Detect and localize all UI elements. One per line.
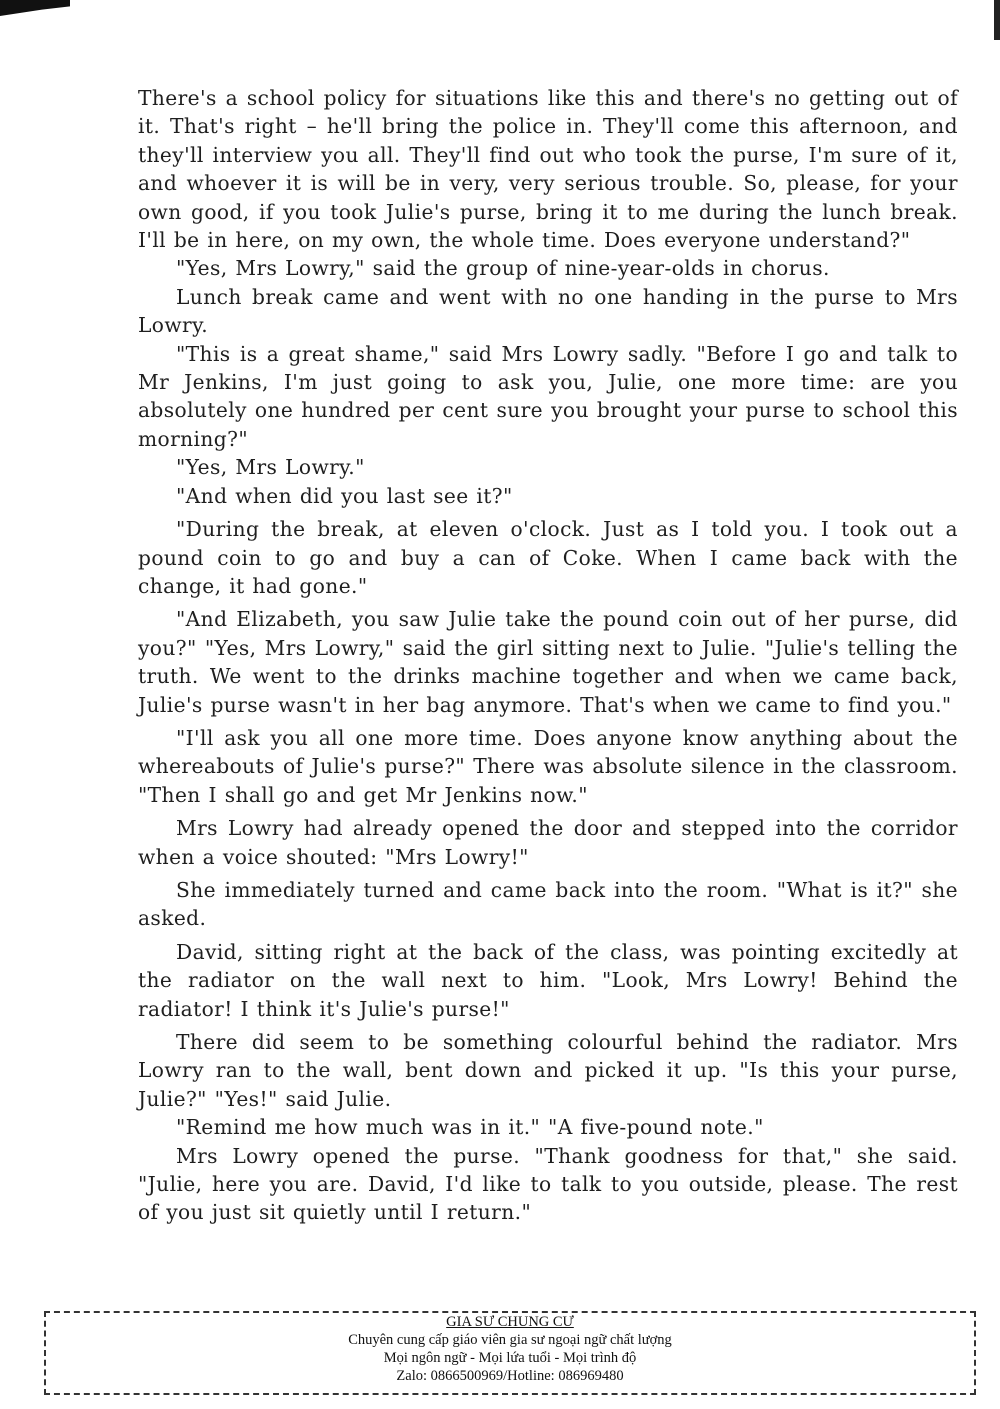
- paragraph: There's a school policy for situations like this and there's no getting out of it. That's right – he'll bring the police in. They'll come this afternoon, and they'll interview you all. They'll find out who took the purse, I'm sure of it, and whoever it is will be in very, very serious trouble. So, please, for your own good, if you took Julie's purse, bring it to me during the lunch break. I'll be in here, on my own, the whole time. Does everyone understand?": [138, 86, 958, 253]
- footer-advert: [44, 1311, 976, 1395]
- paragraph: "During the break, at eleven o'clock. Just as I told you. I took out a pound coin to go and buy a can of Coke. When I came back with the change, it had gone.": [138, 517, 958, 598]
- footer-subline: Mọi ngôn ngữ - Mọi lứa tuổi - Mọi trình độ: [383, 1350, 637, 1366]
- paragraph: "And Elizabeth, you saw Julie take the pound coin out of her purse, did you?" "Yes, Mrs Lowry," said the girl sitting next to Julie. "Julie's telling the truth. We went to the drinks machine together and when we came back, Julie's purse wasn't in her bag anymore. That's when we came to find you.": [138, 607, 958, 717]
- paragraph: "Yes, Mrs Lowry," said the group of nine-year-olds in chorus.: [176, 256, 830, 281]
- paragraph: David, sitting right at the back of the class, was pointing excitedly at the radiator on the wall next to him. "Look, Mrs Lowry! Behind the radiator! I think it's Julie's purse!": [138, 939, 958, 1021]
- paragraph: Mrs Lowry had already opened the door and stepped into the corridor when a voice shouted: "Mrs Lowry!": [138, 816, 958, 869]
- paragraph: Mrs Lowry opened the purse. "Thank goodness for that," she said. "Julie, here you are. David, I'd like to talk to you outside, please. The rest of you just sit quietly until I return.": [138, 1143, 958, 1225]
- footer-tagline: Chuyên cung cấp giáo viên gia sư ngoại ngữ chất lượng: [348, 1332, 672, 1348]
- paragraph: Lunch break came and went with no one handing in the purse to Mrs Lowry.: [138, 284, 958, 338]
- footer-title: GIA SƯ CHUNG CƯ: [446, 1314, 574, 1330]
- paragraph: "Remind me how much was in it." "A five-pound note.": [176, 1115, 764, 1140]
- paragraph: She immediately turned and came back into the room. "What is it?" she asked.: [138, 877, 958, 931]
- paragraph: "Yes, Mrs Lowry.": [176, 455, 365, 480]
- paragraph: There did seem to be something colourful behind the radiator. Mrs Lowry ran to the wall, bent down and picked it up. "Is this your purse, Julie?" "Yes!" said Julie.: [138, 1030, 958, 1111]
- paragraph: "This is a great shame," said Mrs Lowry sadly. "Before I go and talk to Mr Jenkins, I'm just going to ask you, Julie, one more time: are you absolutely one hundred per cent sure you brought your purse to school this morning?": [138, 341, 958, 451]
- paragraph: "And when did you last see it?": [176, 483, 513, 508]
- paragraph: "I'll ask you all one more time. Does anyone know anything about the whereabouts of Julie's purse?" There was absolute silence in the classroom. "Then I shall go and get Mr Jenkins now.": [138, 725, 958, 807]
- scan-edge-mark: [994, 0, 1000, 40]
- scan-corner-mark: [0, 0, 70, 16]
- story-text: [138, 84, 958, 1227]
- footer-contact: Zalo: 0866500969/Hotline: 086969480: [396, 1368, 624, 1384]
